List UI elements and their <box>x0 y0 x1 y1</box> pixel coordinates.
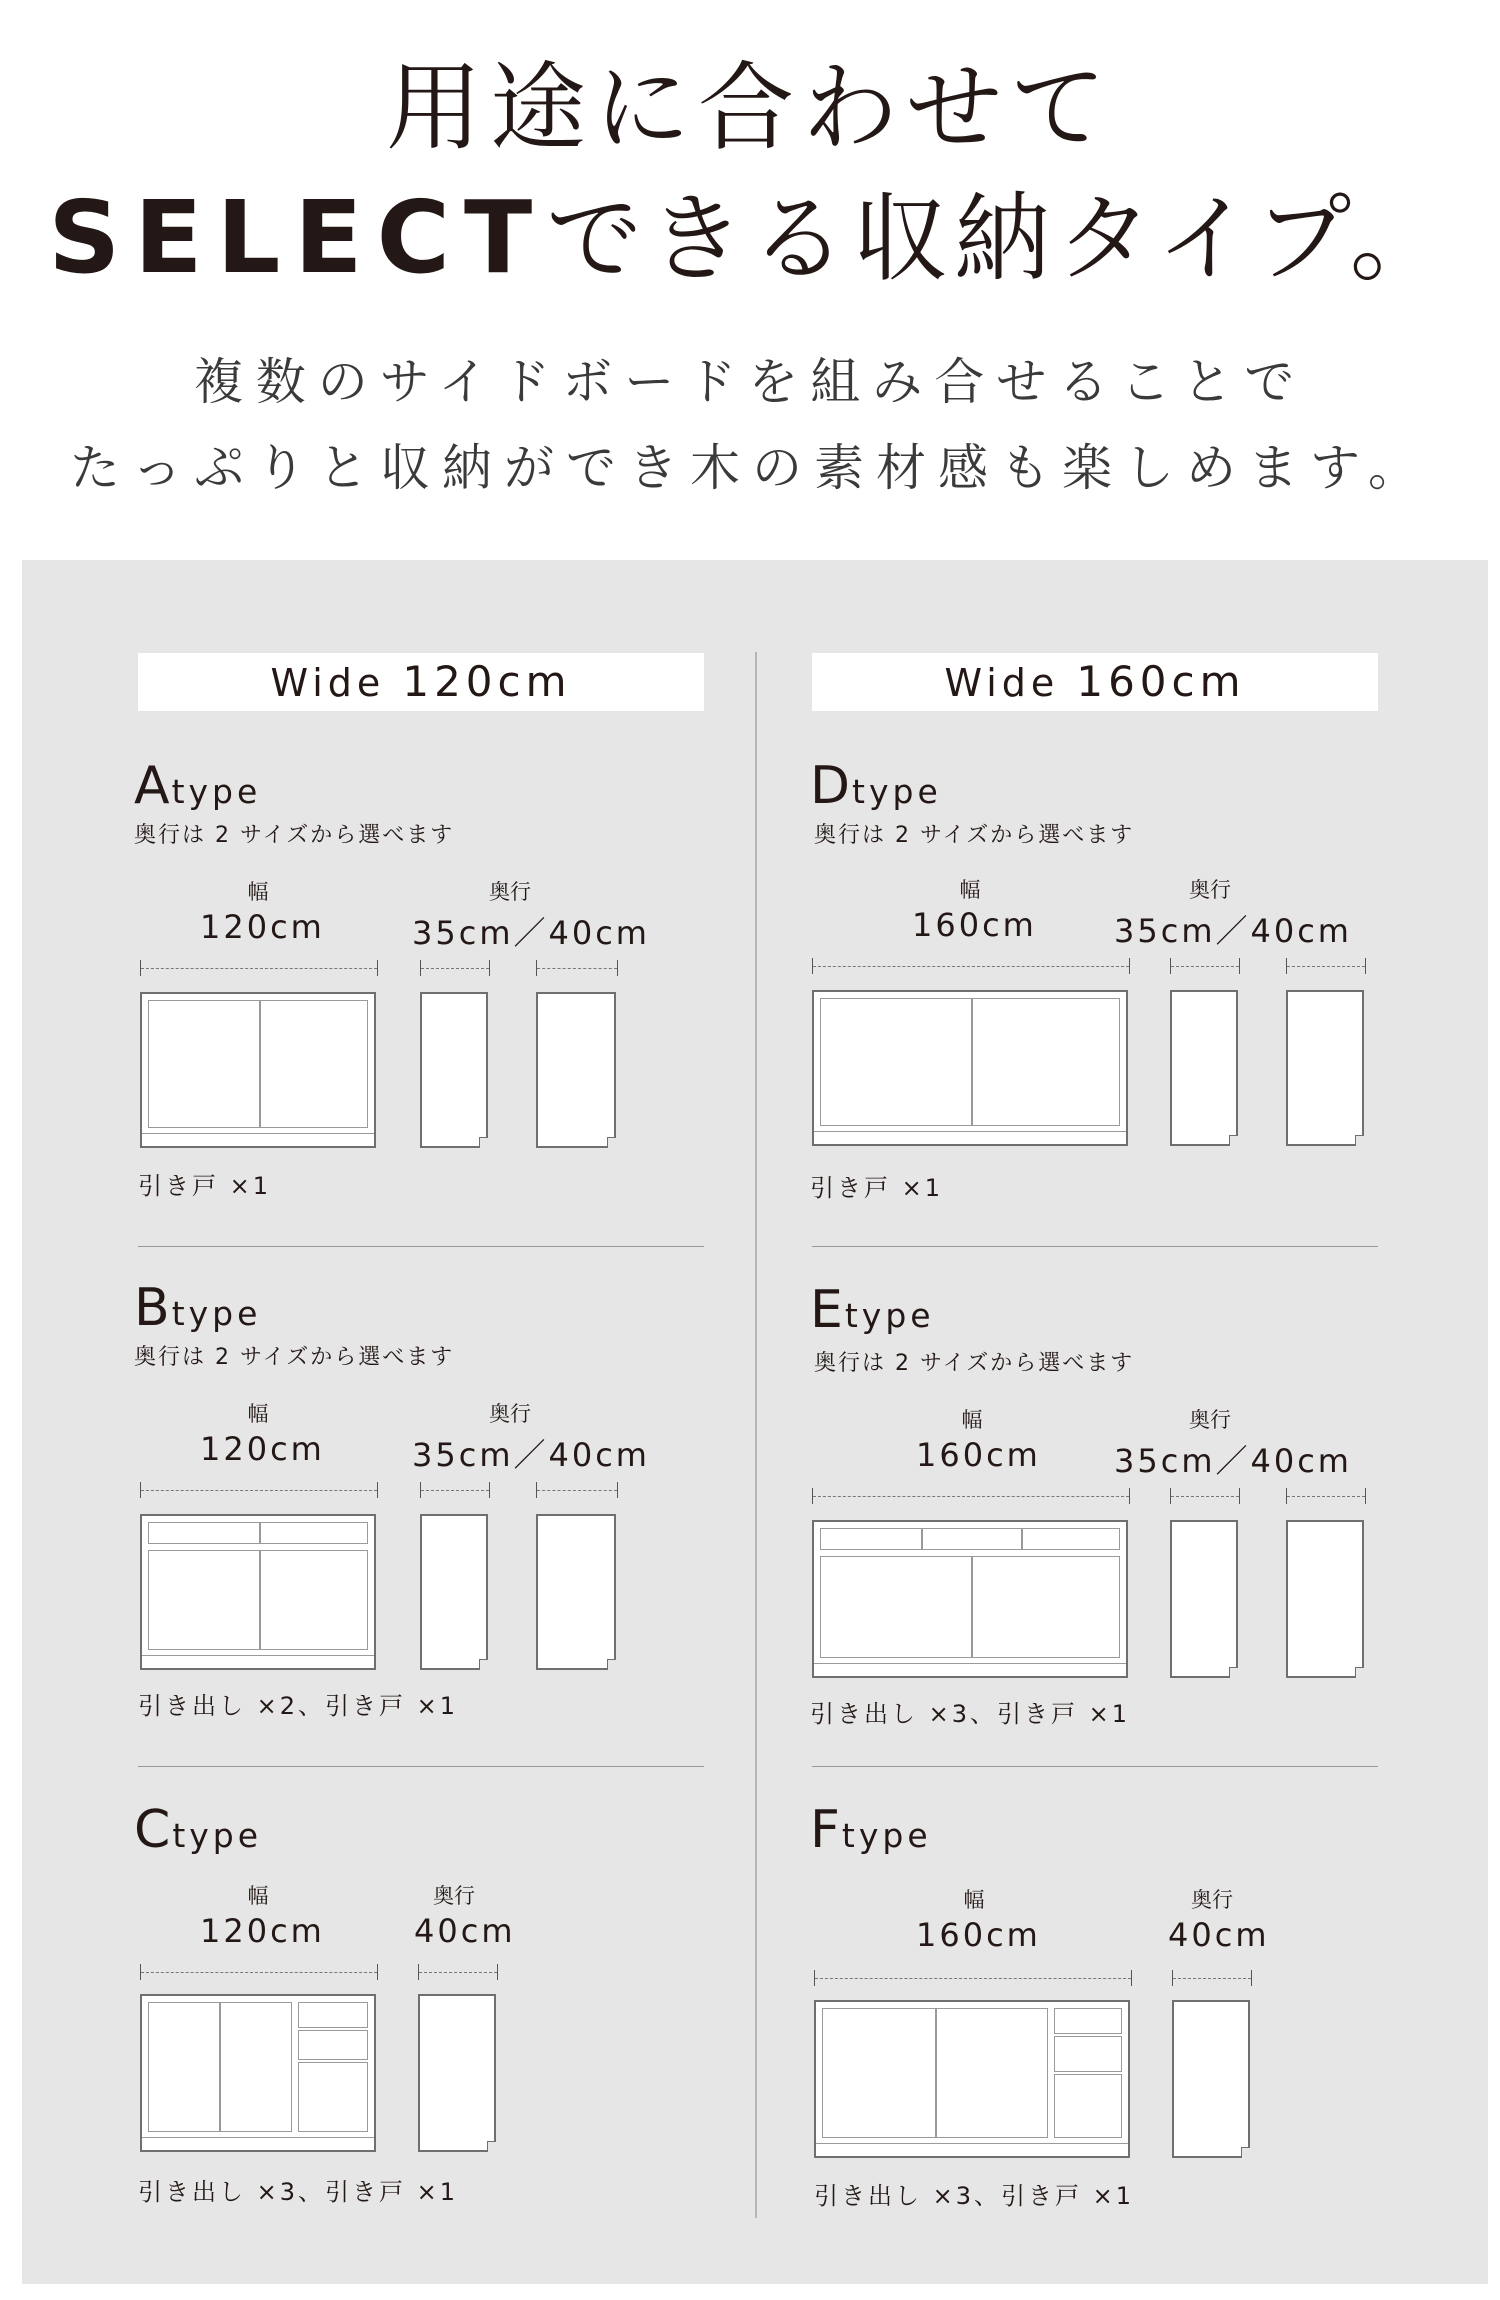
header-size: 120cm <box>402 657 572 706</box>
side-view-35 <box>420 992 488 1148</box>
width-value: 160cm <box>916 1436 1041 1474</box>
type-d <box>810 756 1410 1256</box>
side-foot <box>1229 1667 1238 1678</box>
type-word: type <box>171 772 262 811</box>
contents-note: 引き出し ×3、引き戸 ×1 <box>814 2182 1135 2210</box>
section-divider <box>812 1766 1378 1767</box>
column-header-160 <box>812 653 1378 711</box>
sliding-door-right <box>260 1550 368 1650</box>
cabinet-front-drawing <box>814 2000 1130 2158</box>
depth-dimension-line-40 <box>418 1964 498 1980</box>
width-dimension-line <box>140 1482 378 1498</box>
headline-line-1: 用途に合わせて <box>386 52 1114 164</box>
depth-value: 35cm／40cm <box>412 1436 650 1474</box>
drawer-2 <box>298 2030 368 2060</box>
side-view-40 <box>1286 1520 1364 1678</box>
section-divider <box>138 1246 704 1247</box>
contents-note: 引き戸 ×1 <box>138 1172 272 1200</box>
side-view-40 <box>418 1994 496 2152</box>
side-foot <box>1355 1667 1364 1678</box>
cabinet-base <box>142 1655 374 1668</box>
depth-dimension-line-35 <box>1170 1488 1240 1504</box>
type-letter: F <box>810 1800 840 1860</box>
width-dimension-line <box>140 960 378 976</box>
width-label: 幅 <box>247 1402 269 1426</box>
depth-value: 40cm <box>1168 1916 1270 1954</box>
side-view-40 <box>536 992 616 1148</box>
drawer-3 <box>1022 1528 1120 1550</box>
header-size: 160cm <box>1076 657 1246 706</box>
depth-note: 奥行は 2 サイズから選べます <box>134 823 455 848</box>
cabinet-front-drawing <box>812 990 1128 1146</box>
side-view-40 <box>536 1514 616 1670</box>
depth-label: 奥行 <box>1189 1408 1231 1432</box>
type-letter: E <box>810 1280 843 1340</box>
section-divider <box>138 1766 704 1767</box>
width-dimension-line <box>814 1970 1132 1986</box>
cabinet-front-drawing <box>140 1514 376 1670</box>
type-word: type <box>841 1816 932 1855</box>
drawer-1 <box>1054 2008 1122 2034</box>
sliding-door-left <box>148 2002 220 2132</box>
width-dimension-line <box>812 1488 1130 1504</box>
drawer-3 <box>1054 2074 1122 2138</box>
type-word: type <box>171 1294 262 1333</box>
cabinet-base <box>142 2137 374 2150</box>
sliding-door-right <box>972 998 1120 1126</box>
width-value: 120cm <box>200 908 325 946</box>
drawer-1 <box>820 1528 922 1550</box>
drawer-3 <box>298 2062 368 2132</box>
cabinet-base <box>814 1131 1126 1144</box>
drawer-2 <box>1054 2036 1122 2072</box>
width-label: 幅 <box>247 1884 269 1908</box>
type-c <box>134 1800 734 2300</box>
side-view-35 <box>1170 990 1238 1146</box>
lead-line-1: 複数のサイドボードを組み合せることで <box>193 353 1307 411</box>
type-b <box>134 1278 734 1778</box>
depth-dimension-line-40 <box>1286 958 1366 974</box>
drawer-2 <box>922 1528 1022 1550</box>
side-view-40 <box>1172 2000 1250 2158</box>
width-label: 幅 <box>961 1408 983 1432</box>
depth-label: 奥行 <box>489 1402 531 1426</box>
type-letter: A <box>134 756 170 816</box>
depth-value: 40cm <box>414 1912 516 1950</box>
depth-note: 奥行は 2 サイズから選べます <box>814 823 1135 848</box>
width-dimension-line <box>140 1964 378 1980</box>
width-value: 160cm <box>916 1916 1041 1954</box>
sliding-door-left <box>822 2008 936 2138</box>
contents-note: 引き出し ×3、引き戸 ×1 <box>810 1700 1131 1728</box>
sliding-door-right <box>260 1000 368 1128</box>
width-label: 幅 <box>959 878 981 902</box>
drawer-1 <box>148 1522 260 1544</box>
depth-value: 35cm／40cm <box>1114 1442 1352 1480</box>
side-foot <box>487 2141 496 2152</box>
depth-dimension-line-40 <box>536 960 618 976</box>
depth-value: 35cm／40cm <box>412 914 650 952</box>
depth-dimension-line-35 <box>420 960 490 976</box>
drawer-1 <box>298 2002 368 2028</box>
side-view-40 <box>1286 990 1364 1146</box>
depth-dimension-line-40 <box>1286 1488 1366 1504</box>
header-prefix: Wide <box>944 661 1077 705</box>
type-f-title <box>810 1800 932 1872</box>
depth-label: 奥行 <box>1191 1888 1233 1912</box>
side-foot <box>607 1659 616 1670</box>
side-foot <box>1355 1135 1364 1146</box>
cabinet-base <box>814 1663 1126 1676</box>
side-foot <box>1241 2147 1250 2158</box>
drawer-2 <box>260 1522 368 1544</box>
sliding-door-left <box>148 1550 260 1650</box>
type-letter: D <box>810 756 851 816</box>
type-letter: B <box>134 1278 170 1338</box>
type-e-title <box>810 1280 935 1352</box>
sliding-door-right <box>220 2002 292 2132</box>
headline-line-2-ja: できる収納タイプ。 <box>546 183 1452 295</box>
cabinet-front-drawing <box>140 1994 376 2152</box>
type-f <box>810 1800 1410 2300</box>
type-letter: C <box>134 1800 171 1860</box>
depth-dimension-line-35 <box>420 1482 490 1498</box>
lead-line-2: たっぷりと収納ができ木の素材感も楽しめます。 <box>70 439 1430 497</box>
depth-dimension-line-40 <box>536 1482 618 1498</box>
sliding-door-left <box>148 1000 260 1128</box>
type-word: type <box>852 772 942 811</box>
type-word: type <box>172 1816 263 1855</box>
depth-value: 35cm／40cm <box>1114 912 1352 950</box>
depth-dimension-line-35 <box>1170 958 1240 974</box>
contents-note: 引き出し ×3、引き戸 ×1 <box>138 2178 459 2206</box>
contents-note: 引き戸 ×1 <box>810 1174 944 1202</box>
headline-line-2 <box>0 178 1500 299</box>
side-foot <box>607 1137 616 1148</box>
depth-label: 奥行 <box>1189 878 1231 902</box>
type-a <box>134 756 734 1256</box>
side-foot <box>479 1659 488 1670</box>
width-dimension-line <box>812 958 1130 974</box>
headline-select-word: SELECT <box>48 179 547 296</box>
header-prefix: Wide <box>270 661 403 705</box>
width-value: 160cm <box>912 906 1037 944</box>
depth-note: 奥行は 2 サイズから選べます <box>134 1345 455 1370</box>
width-label: 幅 <box>247 880 269 904</box>
cabinet-front-drawing <box>812 1520 1128 1678</box>
type-word: type <box>844 1296 935 1335</box>
cabinet-base <box>142 1133 374 1146</box>
depth-label: 奥行 <box>433 1884 475 1908</box>
contents-note: 引き出し ×2、引き戸 ×1 <box>138 1692 459 1720</box>
width-label: 幅 <box>963 1888 985 1912</box>
cabinet-front-drawing <box>140 992 376 1148</box>
column-header-120 <box>138 653 704 711</box>
depth-note: 奥行は 2 サイズから選べます <box>814 1351 1135 1376</box>
width-value: 120cm <box>200 1430 325 1468</box>
side-foot <box>1229 1135 1238 1146</box>
depth-label: 奥行 <box>489 880 531 904</box>
section-divider <box>812 1246 1378 1247</box>
type-c-title <box>134 1800 262 1872</box>
sliding-door-left <box>820 1556 972 1658</box>
side-view-35 <box>1170 1520 1238 1678</box>
sliding-door-right <box>972 1556 1120 1658</box>
cabinet-base <box>816 2143 1128 2156</box>
column-divider <box>755 652 757 2218</box>
sliding-door-right <box>936 2008 1048 2138</box>
type-e <box>810 1280 1410 1780</box>
sliding-door-left <box>820 998 972 1126</box>
depth-dimension-line-40 <box>1172 1970 1252 1986</box>
width-value: 120cm <box>200 1912 325 1950</box>
side-view-35 <box>420 1514 488 1670</box>
side-foot <box>479 1137 488 1148</box>
